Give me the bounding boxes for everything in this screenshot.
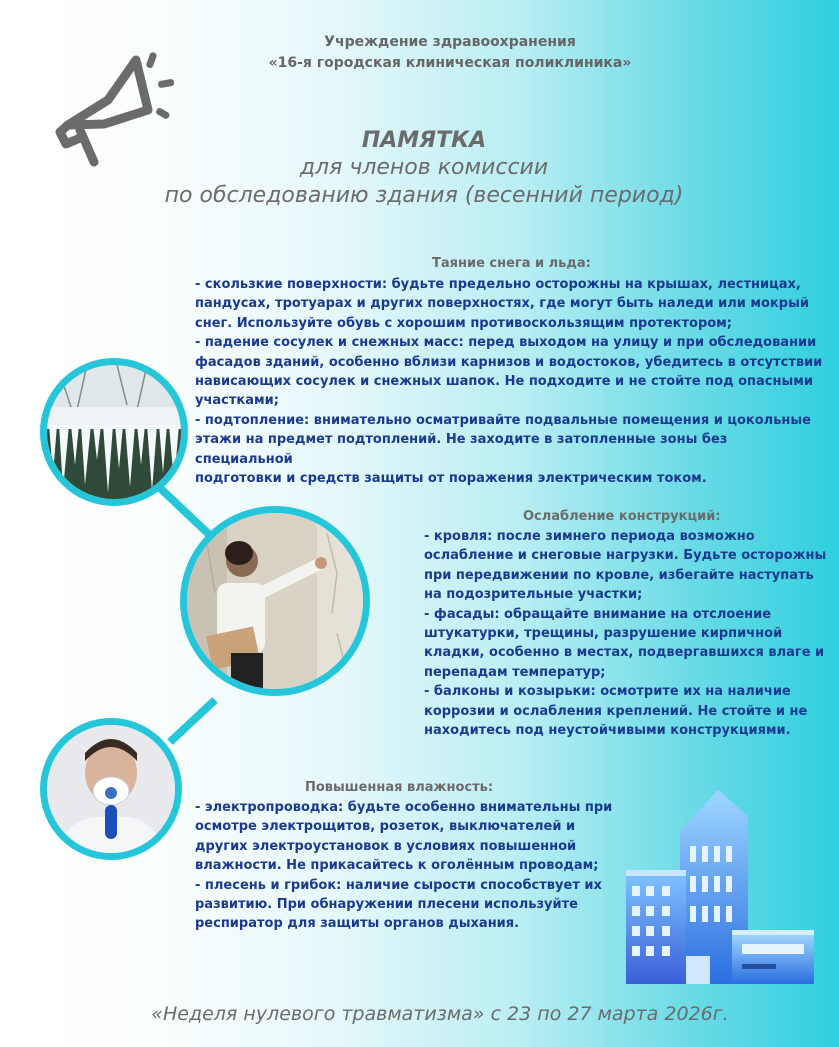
page-title: ПАМЯТКА [361,128,487,153]
inspector-photo [180,506,370,696]
section-title-snow: Таяние снега и льда: [432,256,591,271]
section-text-structures: - кровля: после зимнего периода возможно ослабление и снеговые нагрузки. Будьте осторожны при передвижении по кровле, избегайте наступать на подозрительные участки; - фасады: обращайте внимание на отслоение штукатурки, трещины, разрушение кирпичной кладки, особенно в местах, подвергавшихся влаге и перепадам температур; - балконы и козырьки: осмотрите их на наличие коррозии и ослабления креплений. Не стойте и не находитесь под неустойчивыми конструкциями. [424,529,827,739]
page-subtitle-2: по обследованию здания (весенний период) [164,183,684,208]
page-subtitle-1: для членов комиссии [299,155,549,180]
institution-name: Учреждение здравоохранения [324,34,576,50]
section-text-humidity: - электропроводка: будьте особенно внимательны при осмотре электрощитов, розеток, выключателей и других электроустановок в условиях повышенной влажности. Не прикасайтесь к оголённым проводам; - плесень и грибок: наличие сырости способствует их развитию. При обнаружении плесени используйте респиратор для защиты органов дыхания. [195,800,613,932]
footer-event: «Неделя нулевого травматизма» с 23 по 27 марта 2026г. [151,1003,729,1025]
respirator-photo [40,718,182,860]
title-block [90,128,758,210]
building-illustration [618,786,818,986]
icicles-photo [40,358,188,506]
section-title-humidity: Повышенная влажность: [305,780,494,795]
clinic-name: «16-я городская клиническая поликлиника» [268,55,632,71]
section-title-structures: Ослабление конструкций: [523,509,721,524]
section-text-snow: - скользкие поверхности: будьте предельно осторожны на крышах, лестницах, пандусах, тротуарах и других поверхностях, где могут быть наледи или мокрый снег. Используйте обувь с хорошим противоскользящим протектором; - падение сосулек и снежных масс: перед выходом на улицу и при обследовании фасадов зданий, особенно вблизи карнизов и водостоков, убедитесь в отсутствии нависающих сосулек и снежных шапок. Не подходите и не стойте под опасными участками; - подтопление: внимательно осматривайте подвальные помещения и цокольные этажи на предмет подтоплений. Не заходите в затопленные зоны без специальной подготовки и средств защиты от поражения электрическим током. [195,277,823,487]
